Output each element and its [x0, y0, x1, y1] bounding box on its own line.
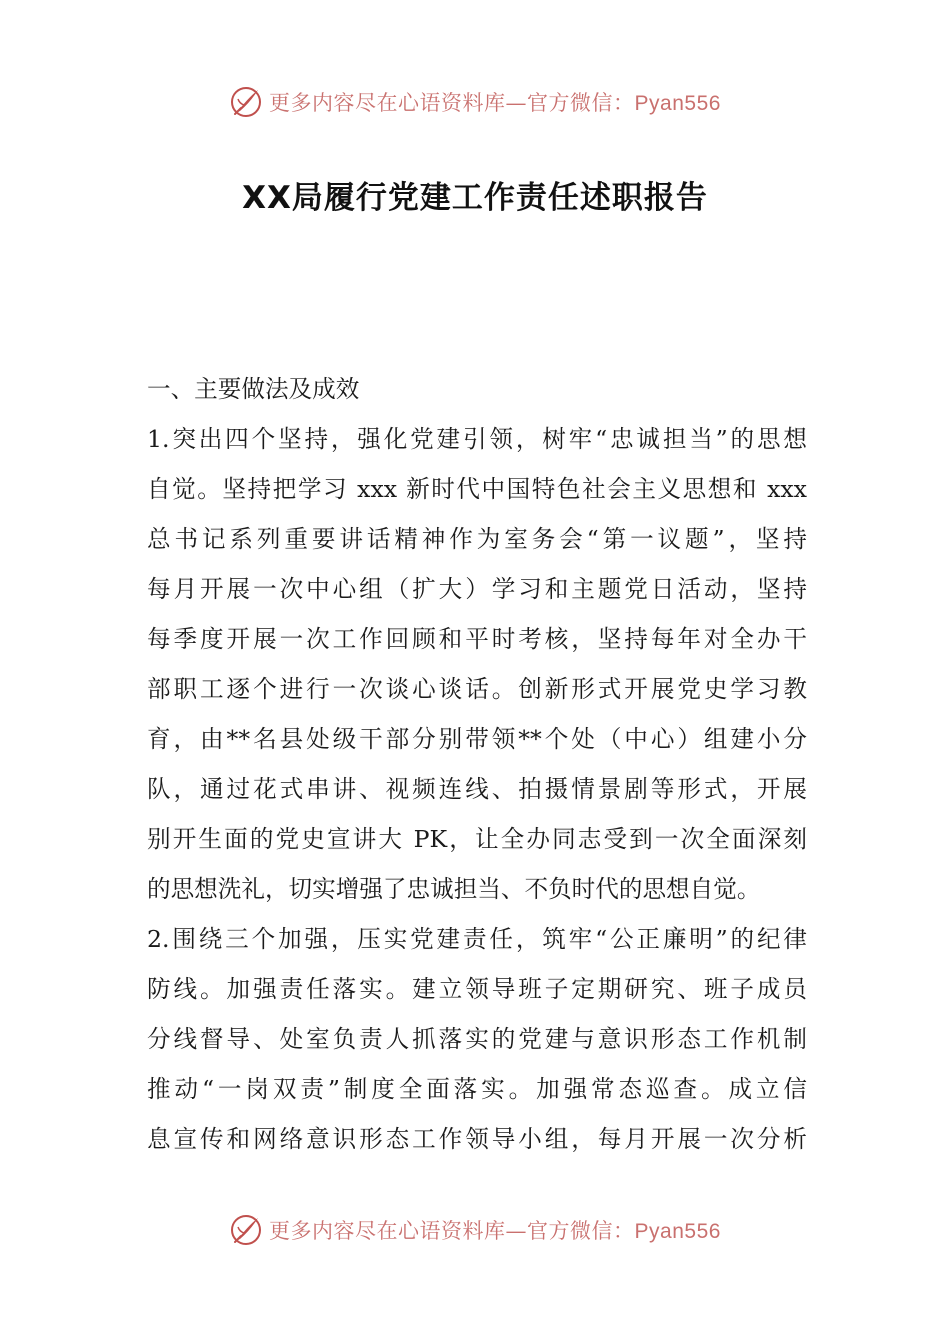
watermark-footer-label: 更多内容尽在心语资料库—官方微信：: [269, 1219, 635, 1243]
watermark-footer-text: [269, 1215, 721, 1245]
paragraph-line: 队，通过花式串讲、视频连线、拍摄情景剧等形式，开展: [147, 775, 807, 803]
watermark-header: [0, 82, 950, 122]
watermark-header-text: [269, 87, 721, 117]
paragraph-line: 1.突出四个坚持，强化党建引领，树牢“忠诚担当”的思想: [147, 425, 807, 453]
paragraph-line: 别开生面的党史宣讲大 PK，让全办同志受到一次全面深刻: [147, 825, 807, 853]
paragraph-line: 自觉。坚持把学习 xxx 新时代中国特色社会主义思想和 xxx: [147, 475, 807, 503]
watermark-footer: [0, 1210, 950, 1250]
paragraph-line: 防线。加强责任落实。建立领导班子定期研究、班子成员: [147, 975, 807, 1003]
watermark-header-wechat-id: Pyan556: [634, 92, 721, 115]
paragraph-line: 的思想洗礼，切实增强了忠诚担当、不负时代的思想自觉。: [147, 875, 761, 903]
quill-logo-icon: [229, 1213, 263, 1247]
document-body: [147, 364, 807, 1164]
quill-logo-icon: [229, 85, 263, 119]
section-heading: 一、主要做法及成效: [147, 375, 360, 403]
watermark-footer-wechat-id: Pyan556: [634, 1220, 721, 1243]
paragraph-line: 育，由**名县处级干部分别带领**个处（中心）组建小分: [147, 725, 807, 753]
paragraph-line: 息宣传和网络意识形态工作领导小组，每月开展一次分析: [147, 1125, 807, 1153]
watermark-header-label: 更多内容尽在心语资料库—官方微信：: [269, 91, 635, 115]
watermark-footer-content: [229, 1213, 721, 1247]
watermark-header-content: [229, 85, 721, 119]
paragraph-line: 分线督导、处室负责人抓落实的党建与意识形态工作机制: [147, 1025, 807, 1053]
paragraph-line: 每季度开展一次工作回顾和平时考核，坚持每年对全办干: [147, 625, 807, 653]
paragraph-line: 2.围绕三个加强，压实党建责任，筑牢“公正廉明”的纪律: [147, 925, 807, 953]
paragraph-line: 总书记系列重要讲话精神作为室务会“第一议题”，坚持: [147, 525, 807, 553]
paragraph-line: 推动“一岗双责”制度全面落实。加强常态巡查。成立信: [147, 1075, 807, 1103]
paragraph-line: 每月开展一次中心组（扩大）学习和主题党日活动，坚持: [147, 575, 807, 603]
paragraph-line: 部职工逐个进行一次谈心谈话。创新形式开展党史学习教: [147, 675, 807, 703]
document-title: XX局履行党建工作责任述职报告: [242, 180, 708, 216]
